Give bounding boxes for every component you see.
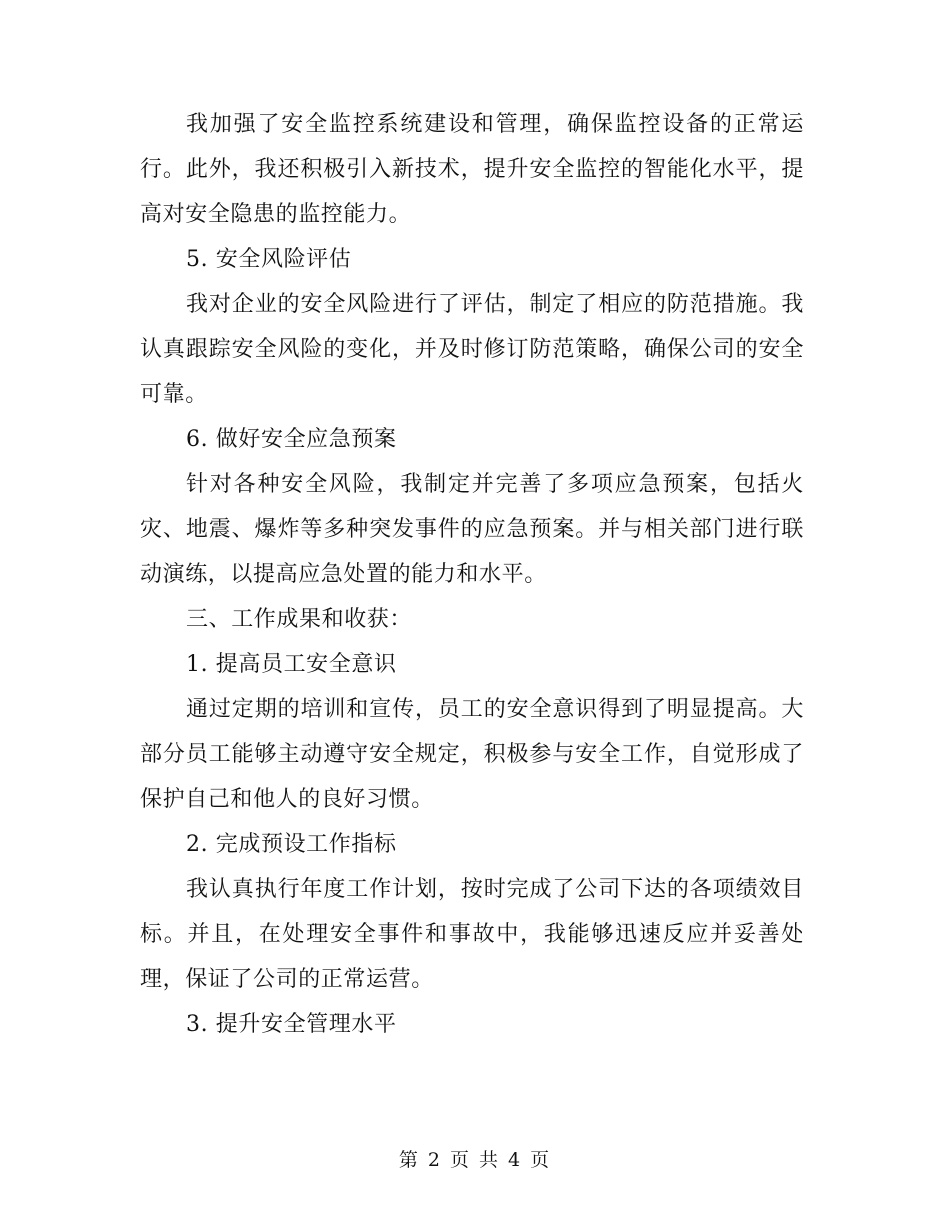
paragraph-work-targets: 我认真执行年度工作计划，按时完成了公司下达的各项绩效目标。并且，在处理安全事件和事故中，我能够迅速反应并妥善处理，保证了公司的正常运营。 (140, 877, 804, 992)
heading-employee-awareness: 1. 提高员工安全意识 (186, 652, 397, 677)
heading-emergency-plan: 6. 做好安全应急预案 (186, 427, 397, 452)
heading-management-level: 3. 提升安全管理水平 (186, 1012, 397, 1037)
section-heading-results: 三、工作成果和收获： (186, 607, 413, 632)
heading-work-targets: 2. 完成预设工作指标 (186, 832, 397, 857)
paragraph-emergency-plan: 针对各种安全风险，我制定并完善了多项应急预案，包括火灾、地震、爆炸等多种突发事件的应急预案。并与相关部门进行联动演练，以提高应急处置的能力和水平。 (140, 472, 804, 587)
page-number-footer: 第 2 页 共 4 页 (398, 1149, 552, 1171)
paragraph-employee-awareness: 通过定期的培训和宣传，员工的安全意识得到了明显提高。大部分员工能够主动遵守安全规定，积极参与安全工作，自觉形成了保护自己和他人的良好习惯。 (140, 697, 804, 812)
paragraph-monitoring: 我加强了安全监控系统建设和管理，确保监控设备的正常运行。此外，我还积极引入新技术，提升安全监控的智能化水平，提高对安全隐患的监控能力。 (140, 112, 804, 227)
heading-risk-assessment: 5. 安全风险评估 (186, 247, 352, 272)
document-body (140, 102, 804, 1047)
paragraph-risk-assessment: 我对企业的安全风险进行了评估，制定了相应的防范措施。我认真跟踪安全风险的变化，并及时修订防范策略，确保公司的安全可靠。 (140, 292, 804, 407)
